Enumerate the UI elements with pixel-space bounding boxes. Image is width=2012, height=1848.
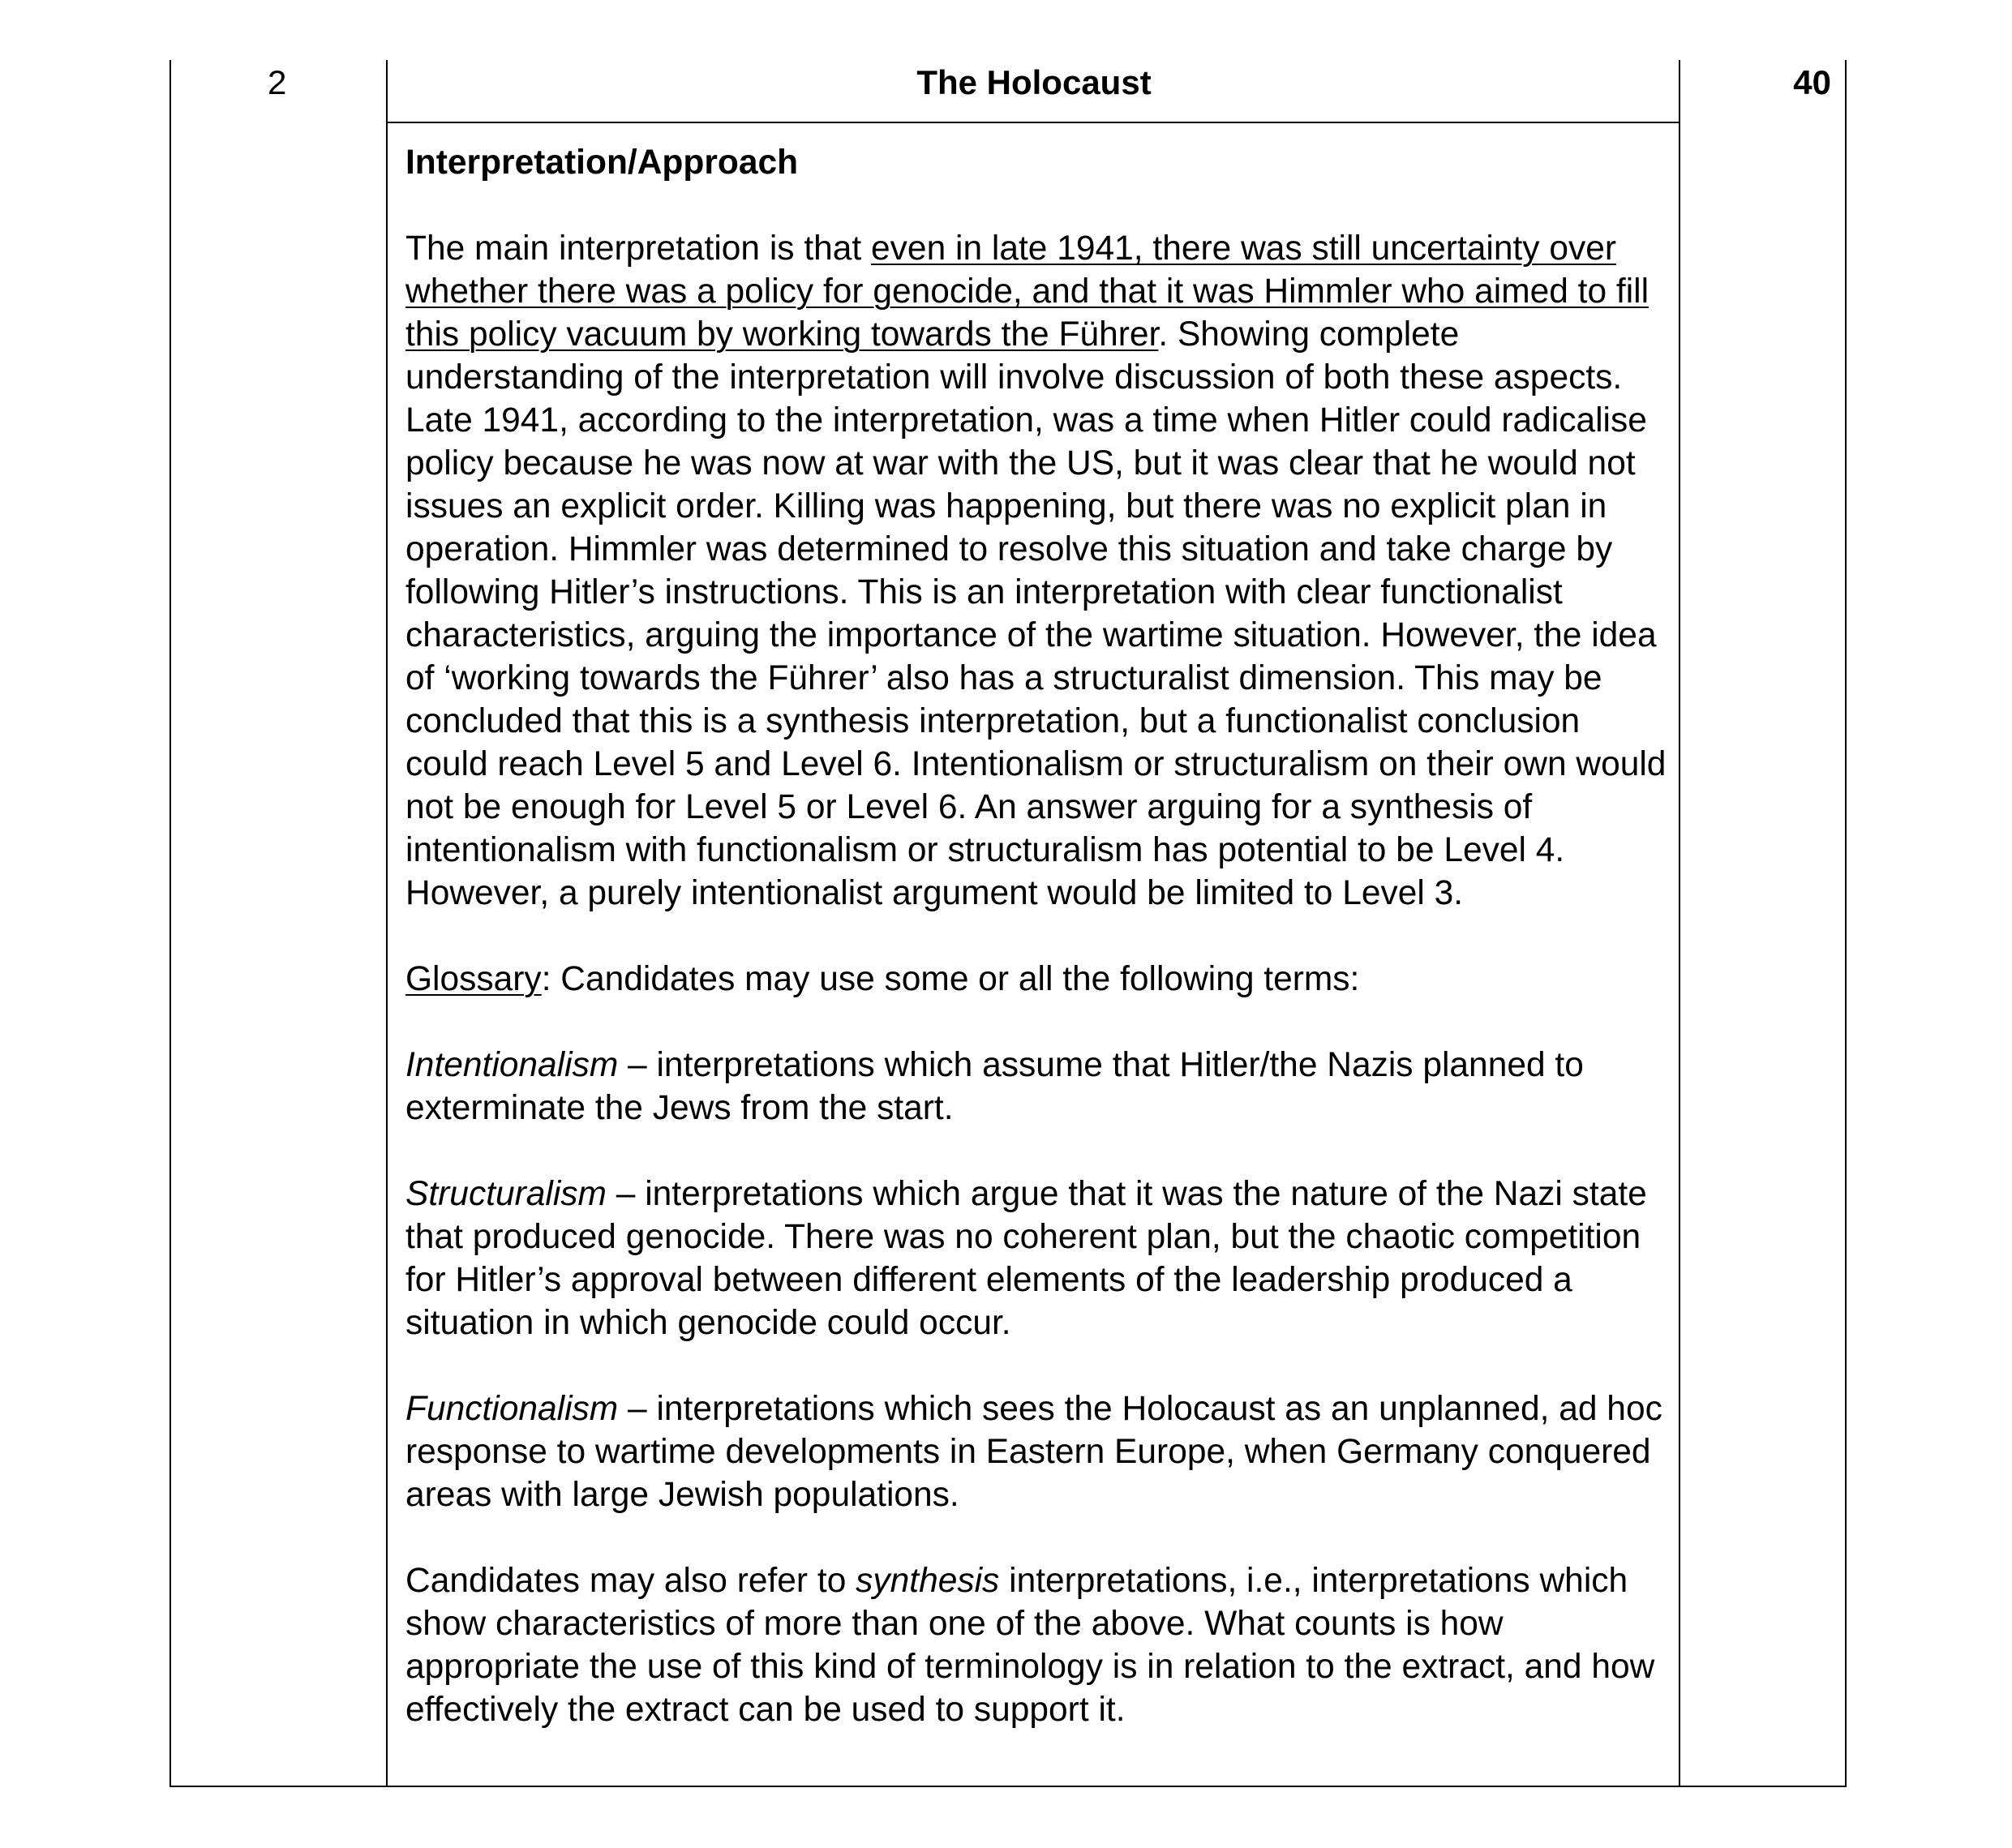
term-name: Structuralism	[405, 1175, 607, 1213]
question-number: 2	[268, 63, 287, 101]
glossary-paragraph	[405, 958, 1671, 1001]
title-row-divider	[386, 122, 1680, 123]
section-title: The Holocaust	[916, 63, 1152, 101]
synthesis-text-post: interpretations, i.e., interpretations which show characteristics of more than one of the above. What counts is how appropriate the use of this kind of terminology is in relation to the extract, and how effectively the extract can be used to support it.	[405, 1562, 1655, 1729]
synthesis-text-pre: Candidates may also refer to	[405, 1562, 856, 1600]
marks-total: 40	[1793, 63, 1831, 101]
term-definition: – interpretations which sees the Holocaust as an unplanned, ad hoc response to wartime developments in Eastern Europe, when Germany conquered areas with large Jewish populations.	[405, 1390, 1662, 1514]
table-divider-question	[386, 60, 388, 1787]
guidance-heading: Interpretation/Approach	[405, 144, 799, 182]
synthesis-paragraph	[405, 1559, 1671, 1731]
term-definition: – interpretations which argue that it was the nature of the Nazi state that produced genocide. There was no coherent plan, but the chaotic competition for Hitler’s approval between different elements of the leadership produced a situation in which genocide could occur.	[405, 1175, 1647, 1342]
intro-discussion-text: . Showing complete understanding of the interpretation will involve discussion of both these aspects. Late 1941, according to the interpretation, was a time when Hitler could radicalise policy because he was now at war with the US, but it was clear that he would not issues an explicit order. Killing was happening, but there was no explicit plan in operation. Himmler was determined to resolve this situation and take charge by following Hitler’s instructions. This is an interpretation with clear functionalist characteristics, arguing the importance of the wartime situation. However, the idea of ‘working towards the Führer’ also has a structuralist dimension. This may be concluded that this is a synthesis interpretation, but a functionalist conclusion could reach Level 5 and Level 6. Intentionalism or structuralism on their own would not be enough for Level 5 or Level 6. An answer arguing for a synthesis of intentionalism with functionalism or structuralism has potential to be Level 4. However, a purely intentionalist argument would be limited to Level 3.	[405, 315, 1667, 912]
glossary-term-intentionalism	[405, 1044, 1671, 1130]
glossary-intro: : Candidates may use some or all the following terms:	[541, 960, 1360, 998]
table-border-right	[1845, 60, 1847, 1787]
key-interpretation-text: even in late 1941, there was still uncertainty over whether there was a policy for genocide, and that it was Himmler who aimed to fill this policy vacuum by working towards the Führer	[405, 229, 1649, 354]
synthesis-term: synthesis	[856, 1562, 1000, 1600]
table-border-bottom	[169, 1786, 1847, 1787]
glossary-label: Glossary	[405, 960, 542, 998]
interpretation-paragraph	[405, 227, 1671, 915]
term-name: Functionalism	[405, 1390, 619, 1428]
glossary-term-functionalism	[405, 1387, 1671, 1516]
term-definition: – interpretations which assume that Hitler/the Nazis planned to exterminate the Jews from the start.	[405, 1046, 1584, 1127]
term-name: Intentionalism	[405, 1046, 619, 1084]
intro-text: The main interpretation is that	[405, 229, 872, 268]
marking-guidance	[405, 141, 1671, 1731]
table-border-left	[169, 60, 171, 1787]
table-divider-marks	[1679, 60, 1680, 1787]
glossary-term-structuralism	[405, 1173, 1671, 1344]
